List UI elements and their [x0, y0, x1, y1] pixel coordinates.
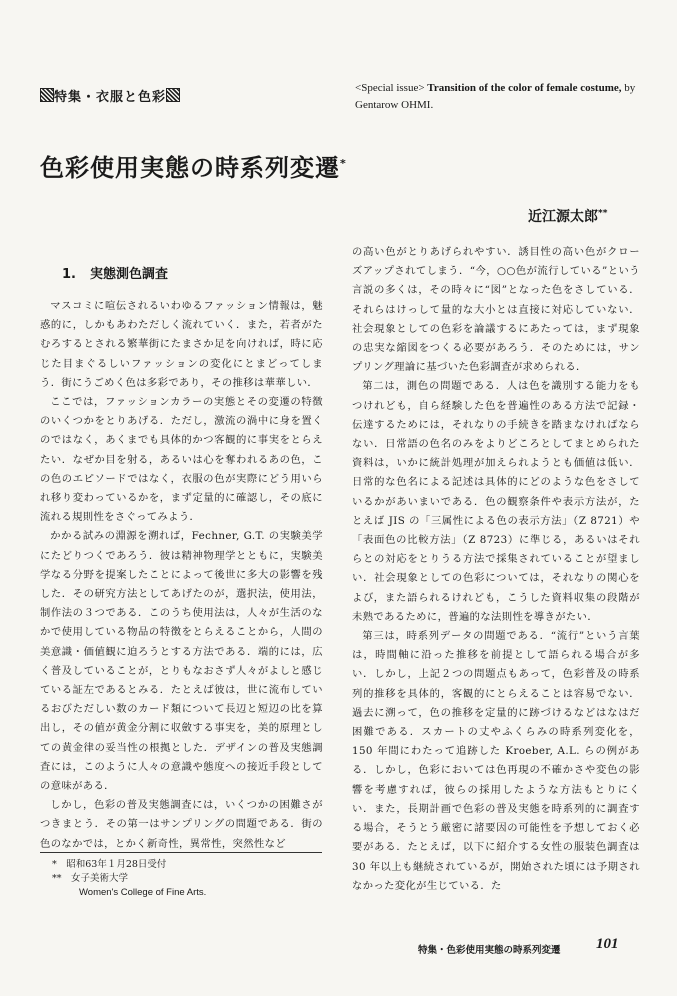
footnote-affiliation-en: Women's College of Fine Arts. [79, 887, 207, 898]
running-title: 特集・色彩使用実態の時系列変遷 [418, 945, 561, 956]
footnote-divider [40, 852, 322, 853]
page-title-text: 色彩使用実態の時系列変遷 [40, 154, 340, 182]
left-column [40, 297, 323, 854]
english-prefix: <Special issue> [355, 82, 425, 94]
paragraph: の高い色がとりあげられやすい．誘目性の高い色がクローズアップされてしまう．“今，○○色が流行している”という言説の多くは，その時々に“図”となった色をさしている．それらはけっして量的な大小とは直接に対応していない．社会現象としての色彩を論議するにあたっては，まず現象の忠実な縮図をつくる必要があろう．そのためには，サンプリング理論に基づいた色彩調査が求められる． [352, 246, 640, 374]
section-number: 1. [62, 267, 76, 282]
author [528, 206, 607, 226]
title-footnote-mark: * [340, 157, 347, 170]
paragraph: 第三は，時系列データの問題である．“流行”という言葉は，時間軸に沿った推移を前提として語られる場合が多い．しかし，上記２つの問題点もあって，色彩普及の時系列的推移を具体的，客観的にとらえることは容易でない．過去に溯って，色の推移を定量的に跡づけるなどはなはだ困難である．スカートの丈やふくらみの時系列変化を，150 年間にわたって追跡した Kroeber, A.L. らの例がある．しかし，色彩においては色再現の不確かさや変色の影響を考慮すれば，彼らの採用したような方法もとりにくい．また，長期計画で色彩の普及実態を時系列的に調査する場合，そうとう厳密に諸要因の可能性を予想しておく必要がある．たとえば，以下に紹介する女性の服装色調査は 30 年以上も継続されているが，開始された頃には予期されなかった変化が生じている．た [352, 630, 640, 892]
right-column [352, 243, 640, 896]
series-label-text: 特集・衣服と色彩 [54, 90, 167, 105]
paragraph: 第二は，測色の問題である．人は色を識別する能力をもつけれども，自ら経験した色を普遍性のある方法で記録・伝達するためには，それなりの手続きを踏まなければならない．日常語の色名のみをよりどころとしてまとめられた資料は，いかに統計処理が加えられようとも価値は低い．日常的な色名による記述は具体的にどのような色をさしているかがあいまいである．色の観察条件や表示方法が，たとえば JIS の「三属性による色の表示方法」（Z 8721）や「表面色の比較方法」（Z 8723）に準じる，あるいはそれらとの対応をとりうる方法で採集されていることが望ましい．社会現象としての色彩については，それなりの関心をよび，また語られるけれども，こうした資料収集の段階が未熟であるために，普遍的な法則性を導きがたい． [352, 380, 640, 623]
series-label [40, 86, 180, 105]
footnote-received: * 昭和63年１月28日受付 [52, 859, 167, 870]
english-title-block [355, 80, 645, 114]
english-byline: by Gentarow OHMI. [355, 82, 636, 111]
page-title [40, 148, 347, 183]
paragraph: かかる試みの淵源を溯れば，Fechner, G.T. の実験美学にたどりつくであろう．彼は精神物理学とともに，実験美学なる分野を提案したことによって後世に多大の影響を残した．その研究方法としてあげたのが，選択法，使用法，制作法の３つである．このうち使用法は，人々が生活のなかで使用している物品の特徴をとらえることから，人間の美意識・価値観に迫ろうとする方法である．端的には，広く普及していることが，とりもなおさず人々がよしと感じている証左であるとみる．たとえば彼は，世に流布しているおびただしい数のカード類について長辺と短辺の比を算出し，その値が黄金分割に収斂する事実を，美的原理としての黄金律の妥当性の根拠とした．デザインの普及実態調査には，このように人々の意識や態度への接近手段としての意味がある． [40, 530, 323, 793]
section-title: 実態測色調査 [89, 267, 168, 282]
page-number: 101 [596, 936, 619, 952]
paragraph: しかし，色彩の普及実態調査には，いくつかの困難さがつきまとう．その第一はサンプリングの問題である．街の色のなかでは，とかく新奇性，異常性，突然性など [40, 799, 323, 850]
paragraph: ここでは，ファッションカラーの実態とその変遷の特徴のいくつかをとりあげる．ただし，激流の渦中に身を置くのではなく，あくまでも具体的かつ客観的に事実をとらえたい．なぜか目を射る，あるいは心を奪われるあの色，この色のエピソードではなく，衣服の色が実際にどう用いられ移り変わっているかを，まず定量的に確認し，その底に流れる規則性をさぐってみよう． [40, 396, 323, 524]
footnotes [52, 858, 206, 900]
hatched-square-icon [40, 88, 54, 102]
paragraph: マスコミに喧伝されるいわゆるファッション情報は，魅惑的に，しかもあわただしく流れていく．また，若者がたむろするとされる繁華街にたまさか足を向ければ，時に応じた目まぐるしいファッションの変化にとまどってしまう．街にうごめく色は多彩であり，その推移は華華しい． [40, 300, 323, 389]
footnote-affiliation: ** 女子美術大学 [52, 873, 129, 884]
hatched-square-icon [166, 88, 180, 102]
section-heading [62, 263, 182, 282]
author-footnote-mark: ** [598, 208, 608, 219]
author-name: 近江源太郎 [528, 209, 598, 225]
english-title: Transition of the color of female costume, [427, 82, 622, 94]
